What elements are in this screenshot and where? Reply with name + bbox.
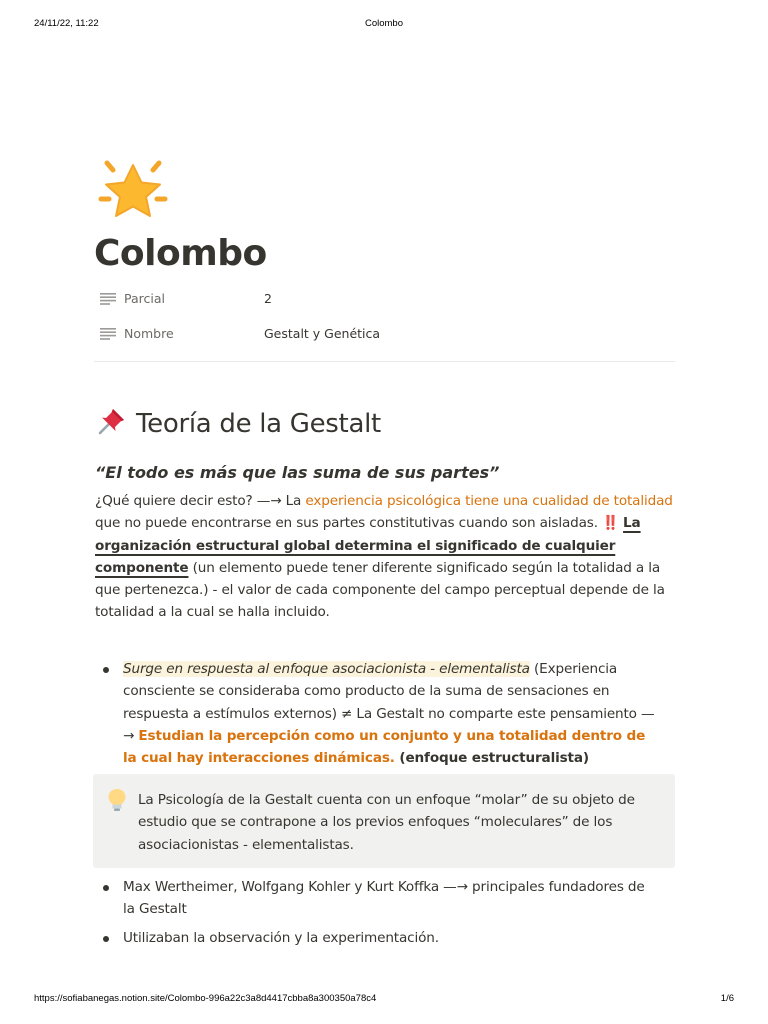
- text-run: (un elemento puede tener diferente significado según la totalidad a la que pertenezca.) - el valor de cada componente del campo perceptual depende de la totalidad a la cual se halla incluido.: [95, 559, 665, 621]
- list-item: [95, 876, 655, 921]
- orange-bold-text: Estudian la percepción como un conjunto y una totalidad dentro de la cual hay interacciones dinámicas.: [123, 727, 646, 767]
- list-item-text: Max Wertheimer, Wolfgang Kohler y Kurt Koffka —→ principales fundadores de la Gestalt: [123, 879, 645, 918]
- lightbulb-icon: [107, 788, 127, 812]
- orange-text: experiencia psicológica tiene una cualidad de totalidad: [305, 493, 673, 509]
- text-run: (Experiencia consciente se consideraba como producto de la suma de sensaciones en respuesta a estímulos externos) ≠ La Gestalt no comparte este pensamiento —→: [123, 661, 655, 744]
- highlighted-text: Surge en respuesta al enfoque asociacionista - elementalista: [123, 661, 530, 677]
- paragraph: [95, 490, 685, 624]
- text-run: ¿Qué quiere decir esto? —→ La: [95, 493, 306, 509]
- bullet-dot: [103, 667, 109, 673]
- print-datetime: 24/11/22, 11:22: [34, 18, 99, 29]
- page-url: https://sofiabanegas.notion.site/Colombo-996a22c3a8d4417cbba8a300350a78c4: [34, 993, 377, 1004]
- print-title: Colombo: [364, 18, 404, 29]
- property-name: Parcial: [124, 291, 165, 306]
- list-item-text: Utilizaban la observación y la experimentación.: [123, 929, 439, 946]
- list-item: [95, 658, 655, 769]
- bold-text: (enfoque estructuralista): [394, 750, 589, 767]
- star-icon: [97, 155, 169, 227]
- divider: [94, 361, 675, 362]
- page-title: Colombo: [94, 233, 267, 274]
- text-lines-icon: [100, 293, 116, 305]
- text-run: que no puede encontrarse en sus partes constitutivas cuando son aisladas.: [95, 515, 603, 532]
- bullet-dot: [103, 936, 109, 942]
- property-row-parcial[interactable]: [94, 284, 674, 314]
- quote: “El todo es más que las suma de sus partes”: [95, 463, 500, 482]
- pushpin-icon: [96, 405, 128, 437]
- property-value[interactable]: 2: [264, 291, 272, 306]
- property-row-nombre[interactable]: [94, 319, 674, 349]
- key-statement: La organización estructural global determina el significado de cualquier componente: [95, 515, 641, 576]
- section-heading: [96, 404, 381, 444]
- page-number: 1/6: [720, 993, 734, 1004]
- list-item: [95, 927, 655, 949]
- double-exclamation-icon: ‼️: [602, 515, 619, 532]
- property-name: Nombre: [124, 326, 174, 341]
- bullet-dot: [103, 885, 109, 891]
- section-heading-text: Teoría de la Gestalt: [136, 409, 381, 439]
- bullet-list: [95, 876, 655, 949]
- bullet-list: [95, 658, 655, 769]
- callout: [93, 774, 675, 868]
- callout-text: La Psicología de la Gestalt cuenta con un enfoque “molar” de su objeto de estudio que se contrapone a los previos enfoques “moleculares” de los asociacionistas - elementalistas.: [138, 792, 635, 853]
- property-value[interactable]: Gestalt y Genética: [264, 326, 381, 341]
- text-lines-icon: [100, 328, 116, 340]
